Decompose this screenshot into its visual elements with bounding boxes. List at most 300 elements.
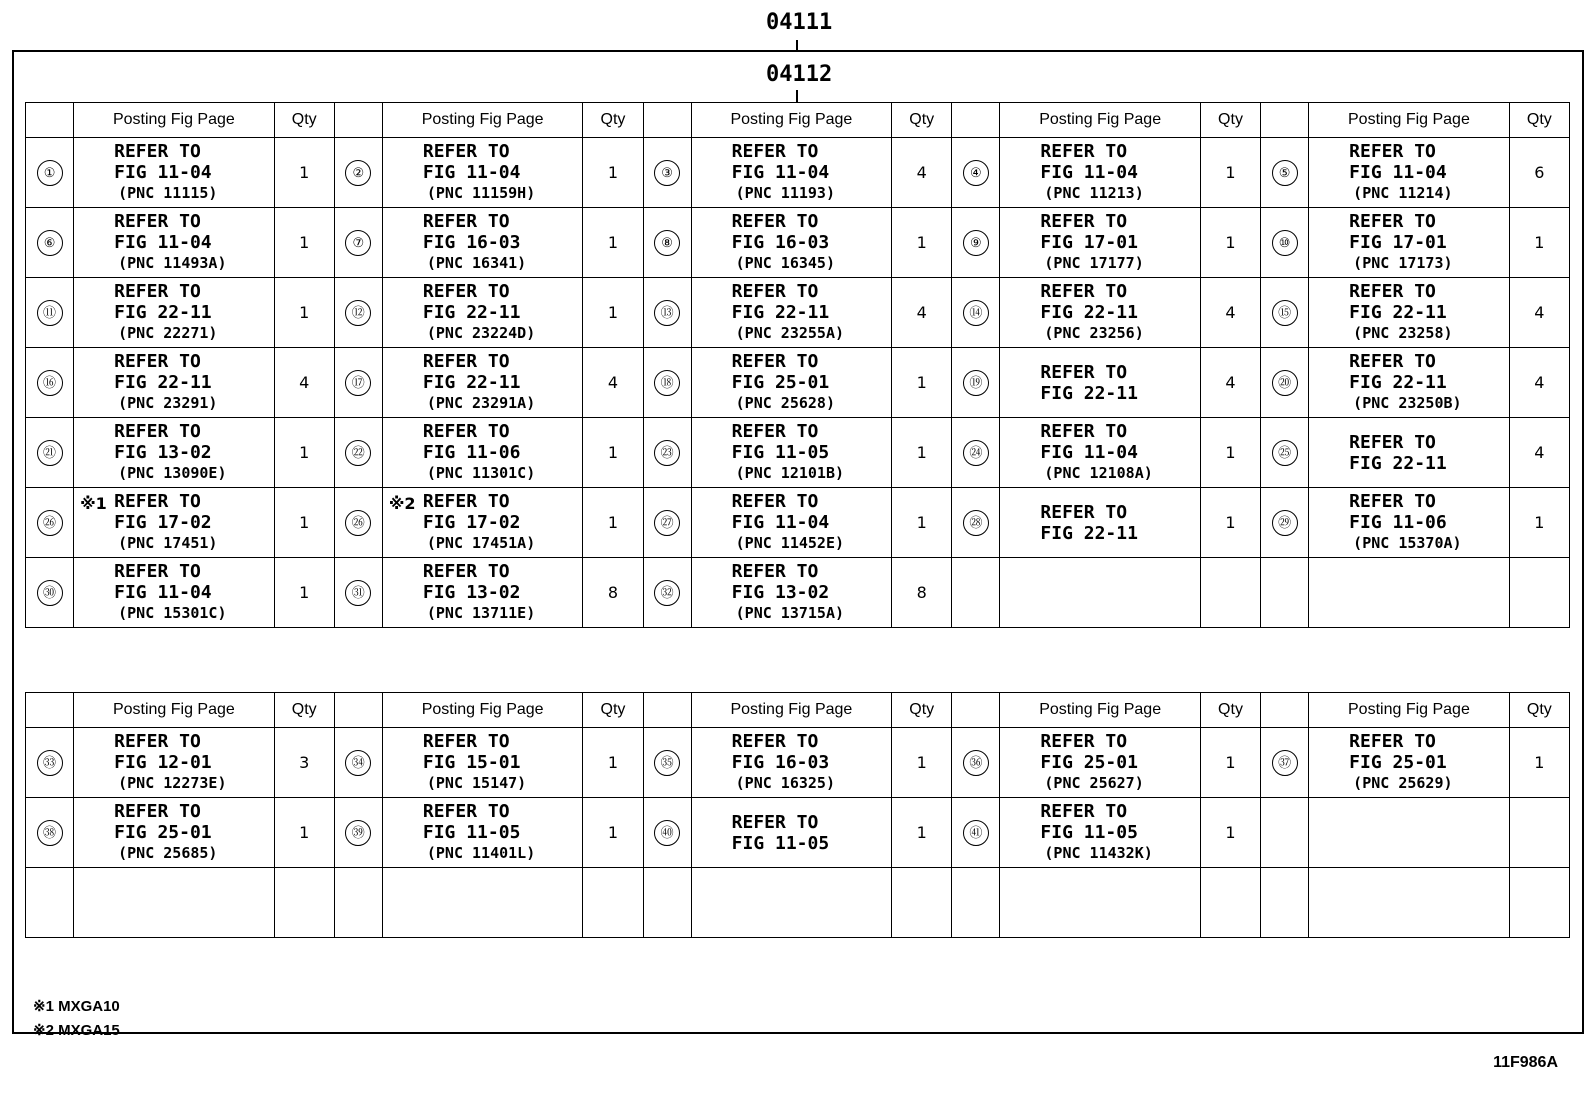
pnc-number: (PNC 23224D) [426, 324, 536, 342]
qty-cell [892, 868, 952, 938]
ref-number-cell [952, 348, 1000, 418]
refer-to-text: REFER TO [114, 351, 201, 372]
header-posting-fig-page: Posting Fig Page [1000, 693, 1201, 728]
qty-cell: 1 [1200, 488, 1260, 558]
leader-line [796, 90, 798, 102]
ref-number-badge: ㉞ [345, 750, 371, 776]
posting-fig-page-cell [74, 348, 275, 418]
refer-to-text: REFER TO [422, 421, 510, 442]
qty-cell: 1 [892, 348, 952, 418]
ref-number-cell [952, 798, 1000, 868]
ref-number-badge: ㊳ [37, 820, 63, 846]
pnc-number: (PNC 22271) [118, 324, 218, 342]
header-qty: Qty [892, 693, 952, 728]
pnc-number: (PNC 16345) [735, 254, 835, 272]
posting-fig-page-cell [74, 138, 275, 208]
ref-number-badge: ㉜ [654, 580, 680, 606]
reference-text [692, 211, 892, 274]
qty-cell [274, 868, 334, 938]
ref-number-cell [334, 558, 382, 628]
refer-to-text: REFER TO [731, 561, 819, 582]
ref-number-badge: ㊶ [963, 820, 989, 846]
refer-to-text: REFER TO [1040, 141, 1128, 162]
qty-cell: 1 [274, 208, 334, 278]
pnc-number: (PNC 23258) [1353, 324, 1453, 342]
pnc-number: (PNC 23291A) [426, 394, 536, 412]
reference-text [74, 561, 274, 624]
header-num-cell [26, 103, 74, 138]
pnc-number: (PNC 23291) [118, 394, 218, 412]
fig-number: FIG 22-11 [114, 372, 212, 393]
refer-to-text: REFER TO [114, 421, 201, 442]
reference-text [1309, 432, 1509, 474]
pnc-number: (PNC 11159H) [426, 184, 536, 202]
table-row [26, 138, 1570, 208]
refer-to-text: REFER TO [1349, 731, 1436, 752]
ref-number-cell [1261, 868, 1309, 938]
qty-cell: 1 [274, 488, 334, 558]
qty-cell: 1 [583, 488, 643, 558]
qty-cell: 1 [892, 418, 952, 488]
fig-number: FIG 22-11 [1040, 302, 1138, 323]
ref-number-cell [26, 868, 74, 938]
posting-fig-page-cell [74, 418, 275, 488]
ref-number-cell [952, 138, 1000, 208]
ref-number-cell [1261, 208, 1309, 278]
fig-number: FIG 13-02 [731, 582, 830, 603]
ref-number-badge: ⑨ [963, 230, 989, 256]
refer-to-text: REFER TO [422, 281, 510, 302]
ref-number-badge: ㉙ [1272, 510, 1298, 536]
ref-number-badge: ⑮ [1272, 300, 1298, 326]
refer-to-text: REFER TO [422, 731, 510, 752]
refer-to-text: REFER TO [1040, 281, 1128, 302]
ref-number-badge: ㉗ [654, 510, 680, 536]
fig-number: FIG 11-06 [422, 442, 521, 463]
qty-cell: 1 [1509, 728, 1569, 798]
ref-number-cell [952, 278, 1000, 348]
ref-number-cell [643, 488, 691, 558]
refer-to-text: REFER TO [1040, 361, 1128, 383]
table-row [26, 558, 1570, 628]
qty-cell: 1 [583, 798, 643, 868]
posting-fig-page-cell [74, 558, 275, 628]
pnc-number: (PNC 11213) [1044, 184, 1144, 202]
posting-fig-page-cell [1309, 208, 1510, 278]
posting-fig-page-cell [382, 798, 583, 868]
ref-number-cell [26, 208, 74, 278]
fig-number: FIG 22-11 [422, 372, 521, 393]
posting-fig-page-cell [382, 208, 583, 278]
refer-to-text: REFER TO [1349, 141, 1436, 162]
ref-number-cell [26, 348, 74, 418]
ref-number-cell [1261, 798, 1309, 868]
pnc-number: (PNC 12108A) [1044, 464, 1153, 482]
pnc-number: (PNC 25629) [1353, 774, 1453, 792]
fig-number: FIG 16-03 [731, 752, 830, 773]
pnc-number: (PNC 13711E) [426, 604, 536, 622]
figure-code: 11F986A [1493, 1054, 1558, 1071]
ref-number-badge: ㉚ [37, 580, 63, 606]
pnc-number: (PNC 12101B) [735, 464, 845, 482]
fig-number: FIG 11-04 [114, 232, 212, 253]
refer-to-text: REFER TO [422, 141, 510, 162]
footnote-2: ※2 MXGA15 [33, 1022, 120, 1039]
reference-text [1000, 211, 1200, 274]
ref-number-cell [952, 728, 1000, 798]
reference-text [1309, 141, 1509, 204]
posting-fig-page-cell [1000, 418, 1201, 488]
fig-number: FIG 11-04 [114, 582, 212, 603]
ref-number-badge: ㉟ [654, 750, 680, 776]
ref-number-cell [1261, 278, 1309, 348]
refer-to-text: REFER TO [114, 491, 201, 512]
fig-number: FIG 22-11 [1040, 522, 1138, 544]
table-body [26, 728, 1570, 938]
fig-number: FIG 25-01 [114, 822, 212, 843]
qty-cell: 1 [583, 138, 643, 208]
fig-number: FIG 11-04 [1040, 162, 1138, 183]
refer-to-text: REFER TO [731, 811, 819, 833]
assembly-label-04111: 04111 [766, 10, 833, 35]
ref-number-cell [334, 798, 382, 868]
refer-to-text: REFER TO [422, 211, 510, 232]
reference-text [74, 351, 274, 414]
pnc-number: (PNC 11432K) [1044, 844, 1153, 862]
reference-text [692, 281, 892, 344]
table-row [26, 208, 1570, 278]
header-posting-fig-page: Posting Fig Page [382, 103, 583, 138]
qty-cell [1200, 868, 1260, 938]
pnc-number: (PNC 12273E) [118, 774, 227, 792]
qty-cell [1200, 558, 1260, 628]
ref-number-cell [1261, 488, 1309, 558]
qty-cell: 1 [1509, 208, 1569, 278]
qty-cell: 4 [1509, 418, 1569, 488]
posting-fig-page-cell [382, 348, 583, 418]
table-row [26, 868, 1570, 938]
refer-to-text: REFER TO [1349, 281, 1436, 302]
pnc-number: (PNC 11214) [1353, 184, 1453, 202]
refer-to-text: REFER TO [1040, 731, 1128, 752]
ref-number-cell [334, 208, 382, 278]
refer-to-text: REFER TO [1349, 351, 1436, 372]
reference-text [383, 211, 583, 274]
reference-text [383, 561, 583, 624]
reference-text [74, 211, 274, 274]
header-qty: Qty [1509, 103, 1569, 138]
refer-to-text: REFER TO [114, 561, 201, 582]
posting-fig-page-cell [1000, 278, 1201, 348]
refer-to-text: REFER TO [1040, 801, 1128, 822]
posting-fig-page-cell [74, 278, 275, 348]
qty-cell: 4 [1200, 348, 1260, 418]
posting-fig-page-cell [691, 488, 892, 558]
header-posting-fig-page: Posting Fig Page [382, 693, 583, 728]
header-num-cell [1261, 103, 1309, 138]
ref-number-cell [26, 798, 74, 868]
fig-number: FIG 11-05 [731, 832, 830, 854]
posting-fig-page-cell [74, 208, 275, 278]
ref-number-cell [952, 208, 1000, 278]
posting-fig-page-cell [74, 728, 275, 798]
ref-number-badge: ① [37, 160, 63, 186]
reference-text [383, 141, 583, 204]
refer-to-text: REFER TO [731, 351, 819, 372]
reference-text [1000, 141, 1200, 204]
fig-number: FIG 25-01 [1040, 752, 1138, 773]
ref-number-badge: ㊵ [654, 820, 680, 846]
refer-to-text: REFER TO [114, 731, 201, 752]
posting-fig-page-cell [1000, 558, 1201, 628]
reference-text [692, 141, 892, 204]
posting-fig-page-cell [1309, 798, 1510, 868]
ref-number-cell [643, 558, 691, 628]
ref-number-badge: ㉝ [37, 750, 63, 776]
refer-to-text: REFER TO [731, 731, 819, 752]
fig-number: FIG 11-04 [731, 512, 830, 533]
ref-number-badge: ㉔ [963, 440, 989, 466]
posting-fig-page-cell [1000, 728, 1201, 798]
fig-number: FIG 25-01 [731, 372, 830, 393]
ref-number-badge: ㉕ [1272, 440, 1298, 466]
fig-number: FIG 11-04 [1040, 442, 1138, 463]
header-posting-fig-page: Posting Fig Page [1000, 103, 1201, 138]
ref-number-cell [26, 558, 74, 628]
ref-number-cell [1261, 348, 1309, 418]
ref-number-badge: ㉛ [345, 580, 371, 606]
ref-number-badge: ⑬ [654, 300, 680, 326]
pnc-number: (PNC 11401L) [426, 844, 536, 862]
qty-cell: 1 [1200, 418, 1260, 488]
ref-number-cell [334, 868, 382, 938]
refer-to-text: REFER TO [114, 281, 201, 302]
ref-number-badge: ㉖ [345, 510, 371, 536]
header-qty: Qty [274, 693, 334, 728]
pnc-number: (PNC 11493A) [118, 254, 227, 272]
ref-number-badge: ⑪ [37, 300, 63, 326]
reference-text [1000, 281, 1200, 344]
ref-number-badge: ⑯ [37, 370, 63, 396]
fig-number: FIG 13-02 [114, 442, 212, 463]
reference-text [1309, 351, 1509, 414]
posting-fig-page-cell [1000, 488, 1201, 558]
posting-fig-page-cell [691, 138, 892, 208]
ref-number-badge: ⑲ [963, 370, 989, 396]
posting-fig-page-cell [691, 348, 892, 418]
refer-to-text: REFER TO [1040, 211, 1128, 232]
posting-fig-page-cell [691, 868, 892, 938]
refer-to-text: REFER TO [114, 141, 201, 162]
fig-number: FIG 11-04 [731, 162, 830, 183]
header-qty: Qty [1200, 103, 1260, 138]
pnc-number: (PNC 11452E) [735, 534, 845, 552]
fig-number: FIG 16-03 [422, 232, 521, 253]
fig-number: FIG 17-02 [422, 512, 521, 533]
fig-number: FIG 22-11 [1349, 302, 1447, 323]
fig-number: FIG 15-01 [422, 752, 521, 773]
posting-fig-page-cell [1000, 798, 1201, 868]
qty-cell: 8 [892, 558, 952, 628]
refer-to-text: REFER TO [731, 211, 819, 232]
header-num-cell [643, 693, 691, 728]
header-qty: Qty [583, 103, 643, 138]
ref-number-badge: ㊲ [1272, 750, 1298, 776]
refer-to-text: REFER TO [422, 801, 510, 822]
qty-cell: 4 [1200, 278, 1260, 348]
ref-number-cell [643, 138, 691, 208]
qty-cell: 1 [892, 798, 952, 868]
ref-number-cell [1261, 138, 1309, 208]
refer-to-text: REFER TO [422, 351, 510, 372]
qty-cell [1509, 868, 1569, 938]
pnc-number: (PNC 17173) [1353, 254, 1453, 272]
pnc-number: (PNC 15370A) [1353, 534, 1462, 552]
reference-text [692, 731, 892, 794]
fig-number: FIG 11-06 [1349, 512, 1447, 533]
header-num-cell [952, 103, 1000, 138]
posting-fig-page-cell [1000, 138, 1201, 208]
posting-fig-page-cell [691, 728, 892, 798]
reference-text [692, 561, 892, 624]
refer-to-text: REFER TO [422, 561, 510, 582]
reference-text [383, 281, 583, 344]
header-posting-fig-page: Posting Fig Page [74, 103, 275, 138]
pnc-number: (PNC 11115) [118, 184, 218, 202]
reference-text [1000, 801, 1200, 864]
qty-cell: 1 [892, 208, 952, 278]
qty-cell: 1 [892, 488, 952, 558]
fig-number: FIG 22-11 [114, 302, 212, 323]
table-row [26, 798, 1570, 868]
reference-text [1309, 731, 1509, 794]
posting-fig-page-cell [382, 138, 583, 208]
ref-number-cell [334, 348, 382, 418]
table-row [26, 278, 1570, 348]
qty-cell: 1 [1200, 798, 1260, 868]
fig-number: FIG 22-11 [731, 302, 830, 323]
reference-text [74, 421, 274, 484]
ref-number-cell [643, 418, 691, 488]
table-header [26, 103, 1570, 138]
ref-number-cell [1261, 558, 1309, 628]
ref-number-cell [643, 868, 691, 938]
fig-number: FIG 22-11 [1349, 372, 1447, 393]
ref-number-badge: ㊴ [345, 820, 371, 846]
reference-text [383, 421, 583, 484]
qty-cell: 4 [583, 348, 643, 418]
reference-text [383, 801, 583, 864]
header-posting-fig-page: Posting Fig Page [691, 693, 892, 728]
posting-fig-page-cell [1309, 278, 1510, 348]
ref-number-badge: ⑰ [345, 370, 371, 396]
header-posting-fig-page: Posting Fig Page [74, 693, 275, 728]
footnotes [33, 995, 120, 1043]
pnc-number: (PNC 11301C) [426, 464, 536, 482]
qty-cell: 1 [583, 208, 643, 278]
qty-cell: 1 [1200, 208, 1260, 278]
reference-text [1309, 281, 1509, 344]
header-qty: Qty [1200, 693, 1260, 728]
header-qty: Qty [274, 103, 334, 138]
ref-number-badge: ⑤ [1272, 160, 1298, 186]
fig-number: FIG 22-11 [1349, 452, 1447, 474]
ref-number-cell [334, 488, 382, 558]
table-body [26, 138, 1570, 628]
reference-text [383, 351, 583, 414]
reference-text [74, 141, 274, 204]
ref-number-badge: ㉓ [654, 440, 680, 466]
table-row [26, 418, 1570, 488]
reference-text [74, 731, 274, 794]
ref-number-badge: ⑱ [654, 370, 680, 396]
qty-cell: 1 [1200, 138, 1260, 208]
fig-number: FIG 17-01 [1349, 232, 1447, 253]
pnc-number: (PNC 17451) [118, 534, 218, 552]
ref-number-cell [643, 728, 691, 798]
qty-cell: 4 [892, 138, 952, 208]
fig-number: FIG 11-04 [114, 162, 212, 183]
applicability-mark: ※1 [80, 494, 107, 513]
ref-number-cell [26, 418, 74, 488]
fig-number: FIG 22-11 [1040, 382, 1138, 404]
header-qty: Qty [583, 693, 643, 728]
pnc-number: (PNC 17177) [1044, 254, 1144, 272]
qty-cell: 1 [274, 138, 334, 208]
posting-fig-page-cell [74, 488, 275, 558]
fig-number: FIG 16-03 [731, 232, 830, 253]
ref-number-cell [1261, 418, 1309, 488]
pnc-number: (PNC 25685) [118, 844, 218, 862]
posting-fig-page-cell [691, 418, 892, 488]
fig-number: FIG 17-02 [114, 512, 212, 533]
qty-cell [1509, 798, 1569, 868]
reference-text [1309, 491, 1509, 554]
ref-number-cell [643, 348, 691, 418]
pnc-number: (PNC 23250B) [1353, 394, 1462, 412]
posting-fig-page-cell [1309, 418, 1510, 488]
posting-fig-page-cell [74, 868, 275, 938]
header-posting-fig-page: Posting Fig Page [1309, 103, 1510, 138]
pnc-number: (PNC 16341) [426, 254, 527, 272]
reference-text [74, 801, 274, 864]
reference-text [692, 812, 892, 854]
ref-number-cell [952, 868, 1000, 938]
ref-number-cell [643, 208, 691, 278]
reference-text [692, 421, 892, 484]
header-num-cell [1261, 693, 1309, 728]
pnc-number: (PNC 13715A) [735, 604, 845, 622]
fig-number: FIG 11-04 [1349, 162, 1447, 183]
refer-to-text: REFER TO [1040, 421, 1128, 442]
posting-fig-page-cell [691, 208, 892, 278]
posting-fig-page-cell [1000, 208, 1201, 278]
qty-cell: 4 [1509, 278, 1569, 348]
qty-cell: 4 [274, 348, 334, 418]
pnc-number: (PNC 23256) [1044, 324, 1144, 342]
fig-number: FIG 17-01 [1040, 232, 1138, 253]
ref-number-cell [952, 418, 1000, 488]
posting-fig-page-cell [1309, 558, 1510, 628]
qty-cell: 6 [1509, 138, 1569, 208]
posting-fig-page-cell [382, 418, 583, 488]
reference-text [692, 351, 892, 414]
qty-cell: 1 [274, 798, 334, 868]
qty-cell: 1 [274, 558, 334, 628]
qty-cell: 1 [274, 278, 334, 348]
posting-fig-page-cell [382, 728, 583, 798]
ref-number-badge: ㉑ [37, 440, 63, 466]
